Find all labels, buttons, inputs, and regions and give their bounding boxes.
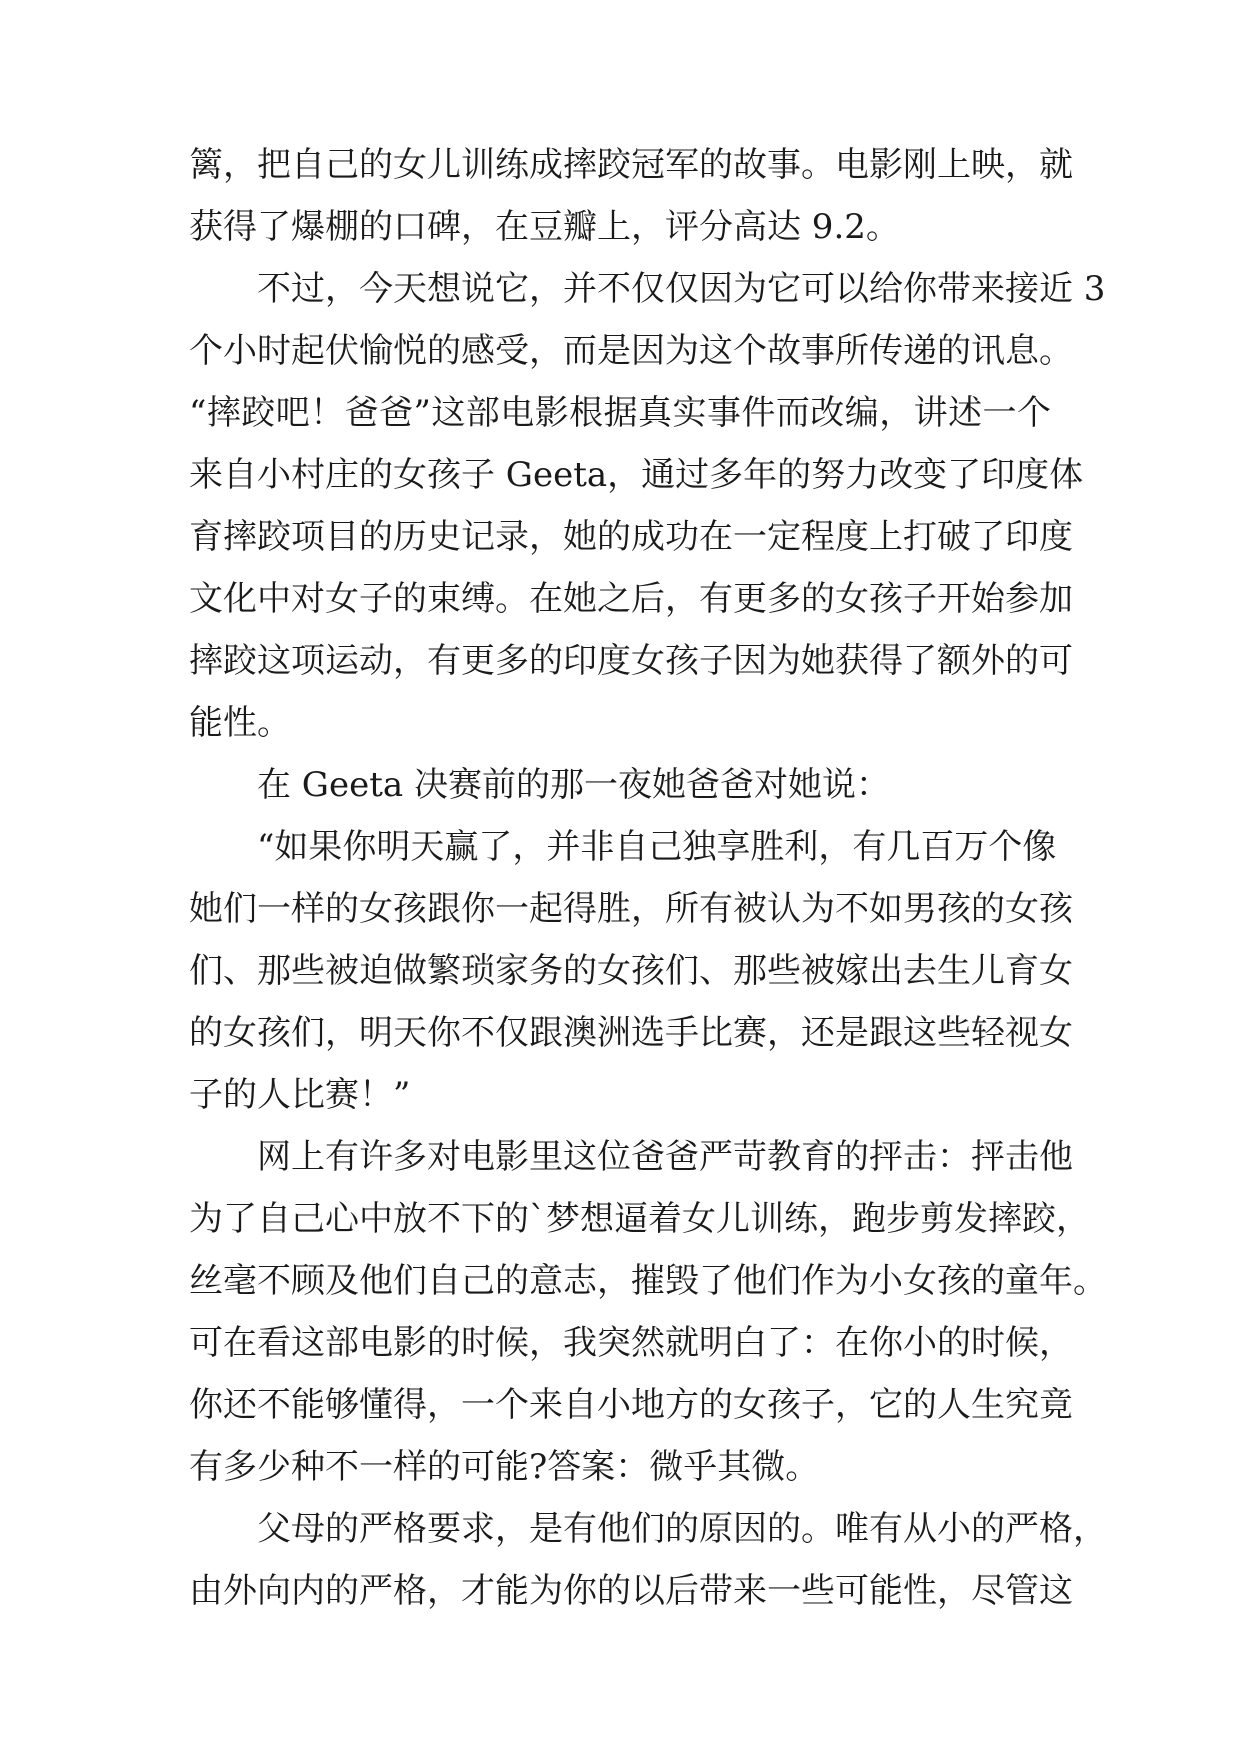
quote-line: 的女孩们，明天你不仅跟澳洲选手比赛，还是跟这些轻视女 — [189, 1013, 1073, 1053]
text-line: 丝毫不顾及他们自己的意志，摧毁了他们作为小女孩的童年。 — [189, 1261, 1107, 1301]
text-line: 你还不能够懂得，一个来自小地方的女孩子，它的人生究竟 — [189, 1385, 1073, 1425]
text-line: 来自小村庄的女孩子 Geeta，通过多年的努力改变了印度体 — [189, 455, 1084, 495]
text-line: 育摔跤项目的历史记录，她的成功在一定程度上打破了印度 — [189, 517, 1073, 557]
quote-first-line: “如果你明天赢了，并非自己独享胜利，有几百万个像 — [257, 827, 1057, 867]
text-line: 摔跤这项运动，有更多的印度女孩子因为她获得了额外的可 — [189, 641, 1073, 681]
text-line: 可在看这部电影的时候，我突然就明白了：在你小的时候， — [189, 1323, 1073, 1363]
text-line: 个小时起伏愉悦的感受，而是因为这个故事所传递的讯息。 — [189, 331, 1073, 371]
quote-line: 她们一样的女孩跟你一起得胜，所有被认为不如男孩的女孩 — [189, 889, 1073, 929]
text-line: 能性。 — [189, 703, 291, 743]
text-line: 文化中对女子的束缚。在她之后，有更多的女孩子开始参加 — [189, 579, 1073, 619]
quote-line: 们、那些被迫做繁琐家务的女孩们、那些被嫁出去生儿育女 — [189, 951, 1073, 991]
text-line: 篱，把自己的女儿训练成摔跤冠军的故事。电影刚上映，就 — [189, 145, 1073, 185]
quote-line: 子的人比赛！” — [189, 1075, 411, 1115]
text-line: 为了自己心中放不下的`梦想逼着女儿训练，跑步剪发摔跤， — [189, 1199, 1090, 1239]
paragraph-first-line: 不过，今天想说它，并不仅仅因为它可以给你带来接近 3 — [257, 269, 1106, 309]
paragraph-first-line: 在 Geeta 决赛前的那一夜她爸爸对她说： — [257, 765, 890, 805]
paragraph-first-line: 父母的严格要求，是有他们的原因的。唯有从小的严格， — [257, 1509, 1107, 1549]
paragraph-first-line: 网上有许多对电影里这位爸爸严苛教育的抨击：抨击他 — [257, 1137, 1073, 1177]
text-line: 获得了爆棚的口碑，在豆瓣上，评分高达 9.2。 — [189, 207, 900, 247]
text-line: 有多少种不一样的可能?答案：微乎其微。 — [189, 1447, 820, 1487]
text-line: 由外向内的严格，才能为你的以后带来一些可能性，尽管这 — [189, 1571, 1073, 1611]
text-line: “摔跤吧！爸爸”这部电影根据真实事件而改编，讲述一个 — [189, 393, 1051, 433]
